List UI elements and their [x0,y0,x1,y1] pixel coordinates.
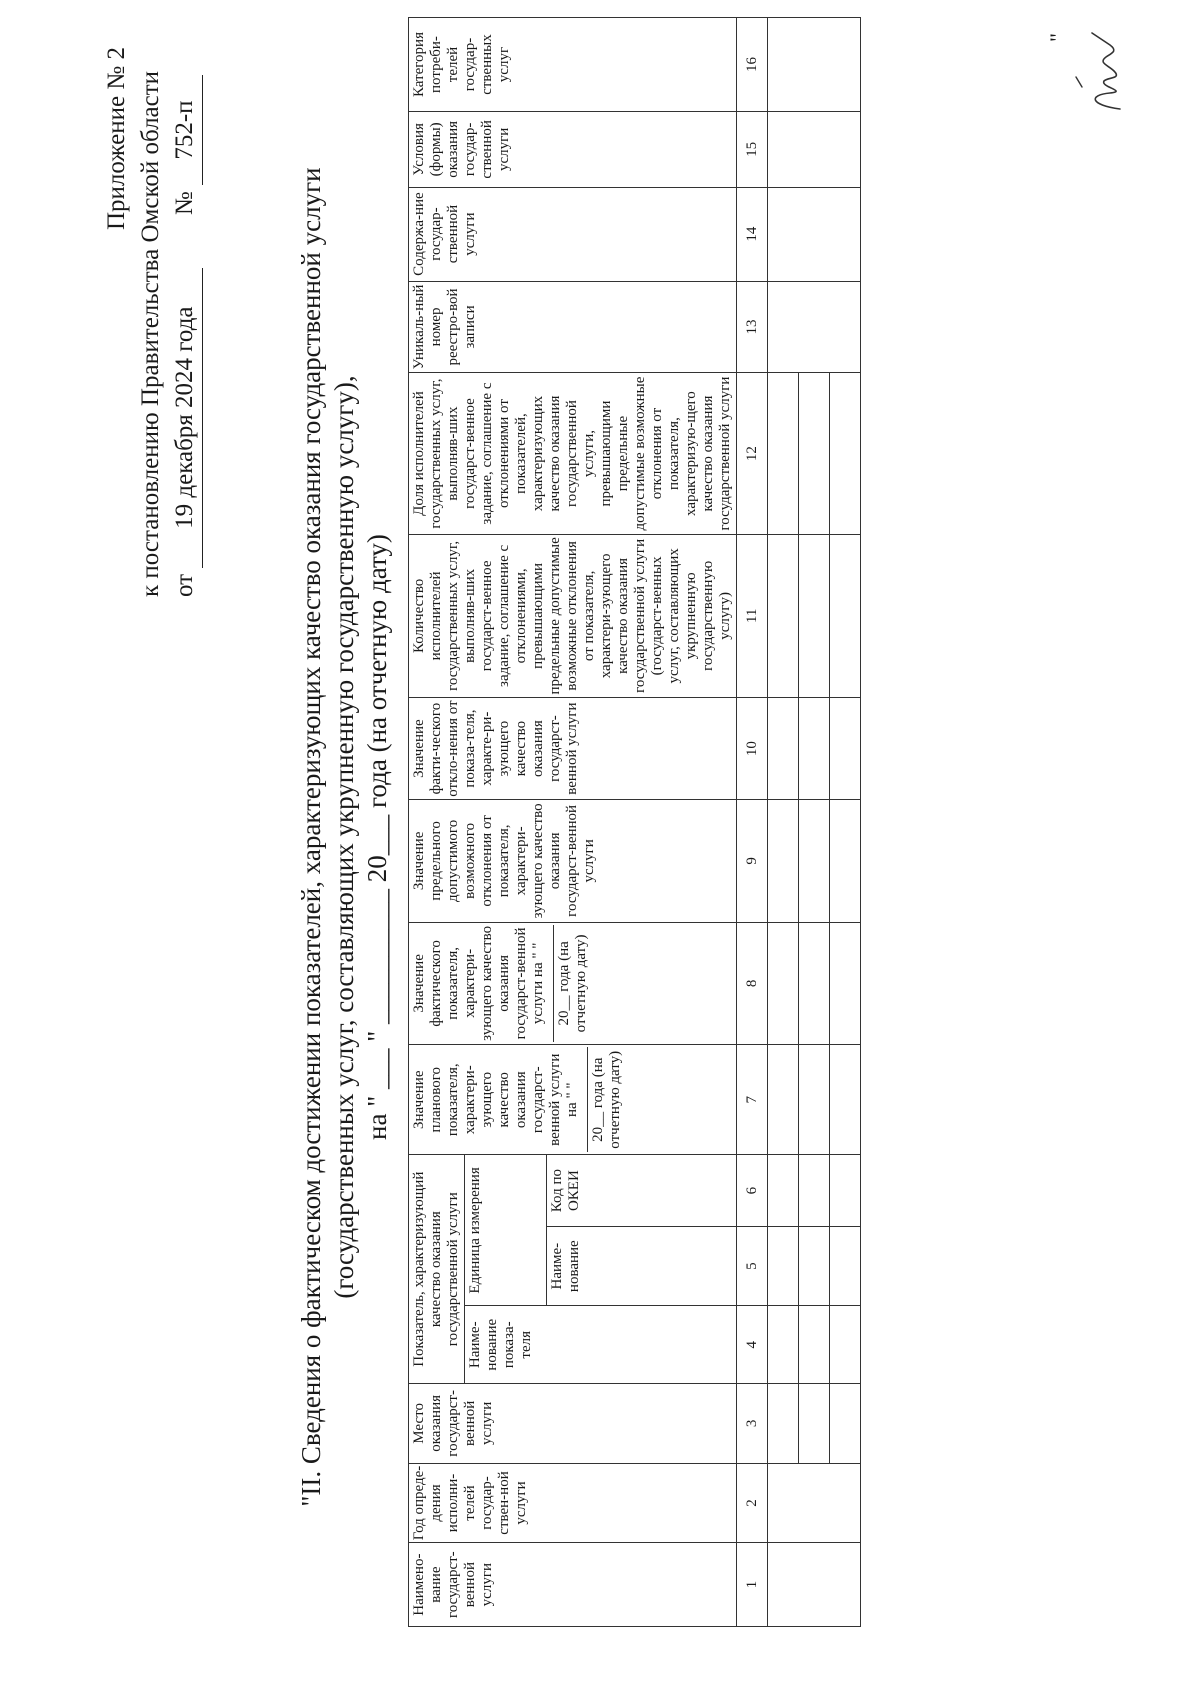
header-year: Год опреде-дения исполни-телей государ-ствен-ной услуги [409,1463,737,1543]
table-cell [768,112,861,188]
from-label: от [171,573,198,597]
table-cell [799,1226,830,1306]
header-row-1 [409,18,465,1627]
header-service-content: Содержа-ние государ-ственной услуги [409,187,737,281]
table-cell [830,1045,861,1155]
table-cell [799,698,830,800]
appendix-header [100,37,203,597]
header-okei-code: Код по ОКЕИ [547,1155,737,1226]
table-cell [768,534,799,697]
table-cell [799,1155,830,1226]
closing-quote: " [1045,33,1070,42]
table-cell [830,1384,861,1464]
table-cell [768,698,799,800]
header-actual-value: Значение фактического показателя, характери-зующего качество оказания государст-венной услуги на " " 20__ года (на отчетную дату) [409,922,737,1045]
number-value: 752-п [168,75,203,185]
header-conditions: Условия (формы) оказания государ-ственной услуги [409,112,737,188]
col-number: 5 [737,1226,768,1306]
table-cell [799,1384,830,1464]
col-number: 10 [737,698,768,800]
col-number: 1 [737,1543,768,1627]
table-cell [799,373,830,534]
header-unit: Единица измерения [465,1155,547,1306]
header-executors-share: Доля исполнителей государственных услуг, выполняв-ших государст-венное задание, соглашение с отклонениями от показателей, характеризующих качество оказания государственной услуги, превышающими предельные допустимые возможные отклонения от показателя, характеризую-щего качество оказания государственной услуги [409,373,737,534]
header-consumer-category: Категория потреби-телей государ-ственных услуг [409,18,737,112]
number-label: № [171,191,198,216]
col-number: 16 [737,18,768,112]
table-cell [768,1384,799,1464]
column-numbers-row [737,18,768,1627]
table-cell [768,1306,799,1384]
table-cell [830,922,861,1045]
col-number: 7 [737,1045,768,1155]
date-value: 19 декабря 2024 года [168,268,203,568]
col-number: 6 [737,1155,768,1226]
appendix-date-line [168,37,203,597]
title-line-3: на " ___ " __________ 20___ года (на отчетную дату) [362,534,392,1140]
table-cell [799,534,830,697]
table-cell [799,1045,830,1155]
col-number: 9 [737,800,768,923]
header-service-name: Наимено-вание государст-венной услуги [409,1543,737,1627]
title-line-1: "II. Сведения о фактическом достижении показателей, характеризующих качество оказания государственной услуги [296,167,326,1507]
col-number: 11 [737,534,768,697]
table-row [768,18,799,1627]
col-number: 4 [737,1306,768,1384]
signature-icon [1070,27,1140,117]
table-cell [830,800,861,923]
header-unit-name: Наиме-нование [547,1226,737,1306]
header-indicator: Показатель, характеризующий качество оказания государственной услуги [409,1155,465,1384]
table-cell [768,1155,799,1226]
col-number: 8 [737,922,768,1045]
table-cell [768,281,861,373]
col-number: 2 [737,1463,768,1543]
col-number: 13 [737,281,768,373]
header-place: Место оказания государст-венной услуги [409,1384,737,1464]
table-cell [830,1155,861,1226]
appendix-number: Приложение № 2 [103,47,130,231]
header-allowed-deviation: Значение предельного допустимого возможного отклонения от показателя, характери-зующего качество оказания государст-венной услуги [409,800,737,923]
title-line-2: (государственных услуг, составляющих укрупненную государственную услугу), [329,375,359,1299]
table-cell [768,922,799,1045]
table-cell [768,187,861,281]
header-indicator-name: Наиме-нование показа-теля [465,1306,737,1384]
header-planned-value: Значение планового показателя, характери-зующего качество оказания государст-венной услуги на " " 20__ года (на отчетную дату) [409,1045,737,1155]
table-cell [768,1045,799,1155]
table-cell [768,1226,799,1306]
table-cell [799,800,830,923]
table-cell [830,698,861,800]
table-cell [830,1226,861,1306]
report-table [408,17,861,1627]
col-number: 3 [737,1384,768,1464]
table-cell [830,1306,861,1384]
header-executors-count: Количество исполнителей государственных услуг, выполняв-ших государст-венное задание, соглашение с отклонениями, превышающими предельные допустимые возможные отклонения от показателя, характери-зующего качество оказания государственной услуги (государст-венных услуг, составляющих укрупненную государственную услугу) [409,534,737,697]
table-cell [799,1306,830,1384]
section-title [295,37,394,1637]
table-cell [799,922,830,1045]
table-cell [768,800,799,923]
col-number: 12 [737,373,768,534]
table-cell [830,534,861,697]
table-cell [768,18,861,112]
table-cell [768,1543,861,1627]
header-actual-deviation: Значение факти-ческого откло-нения от показа-теля, характе-ри-зующего качество оказания государст-венной услуги [409,698,737,800]
col-number: 14 [737,187,768,281]
table-cell [768,1463,861,1543]
header-registry-number: Уникаль-ный номер реестро-вой записи [409,281,737,373]
table-cell [768,373,799,534]
col-number: 15 [737,112,768,188]
appendix-resolution: к постановлению Правительства Омской области [137,70,164,597]
table-cell [830,373,861,534]
